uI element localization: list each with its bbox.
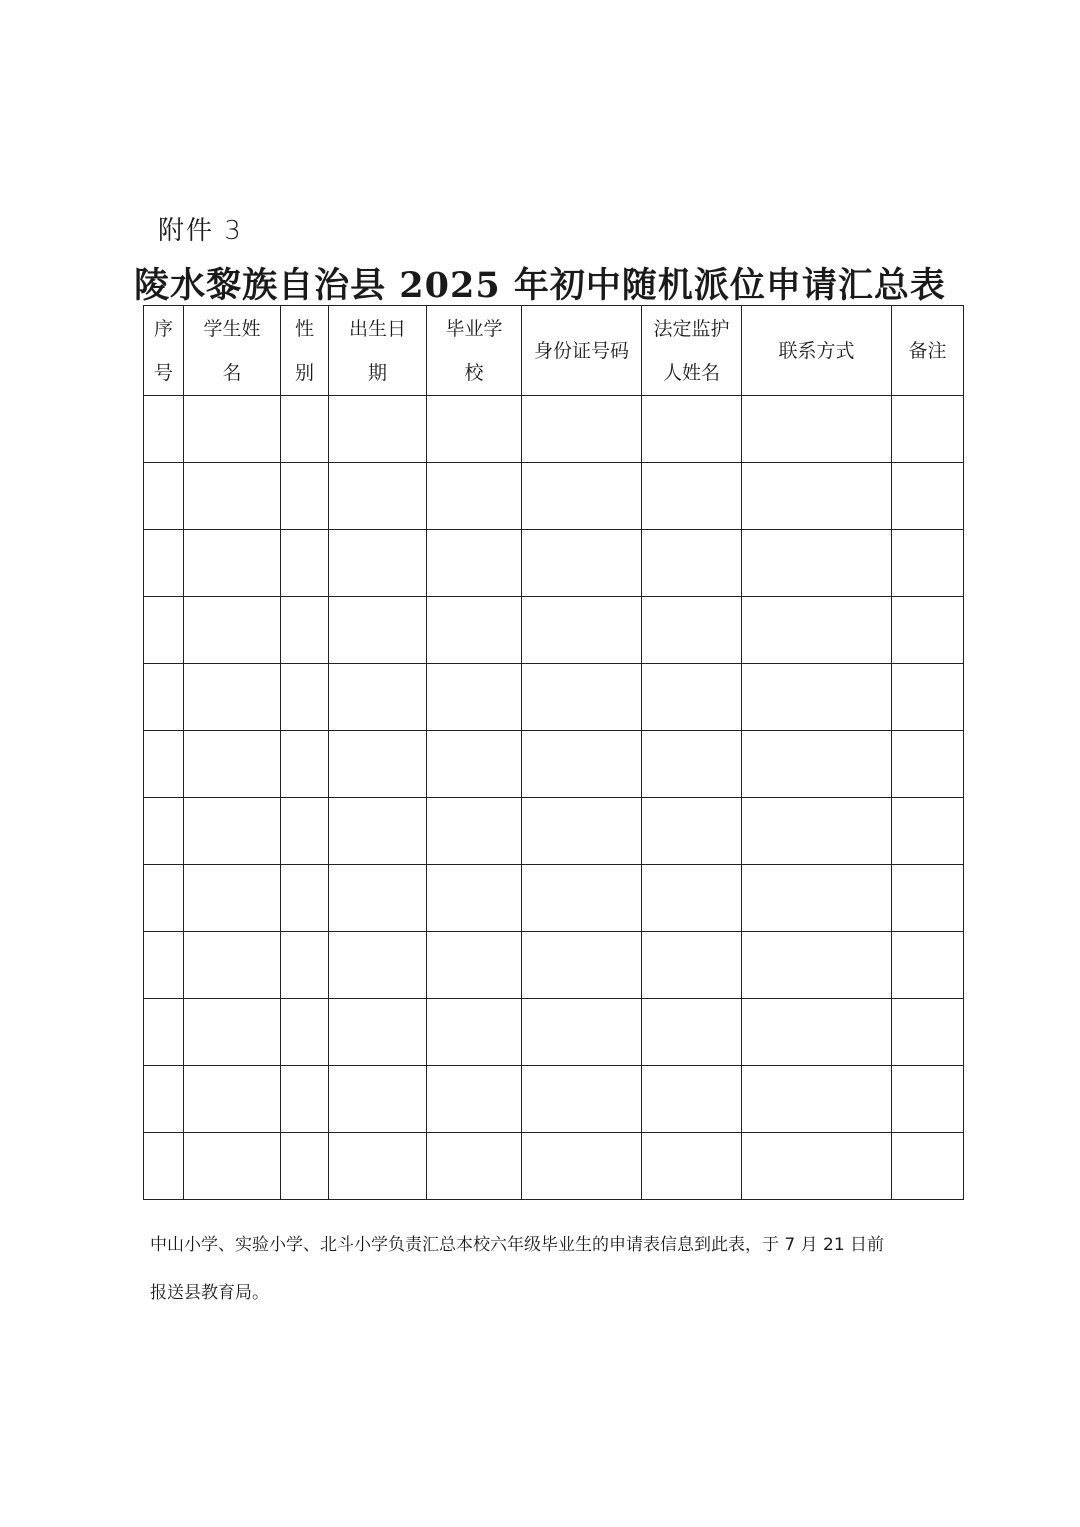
table-row xyxy=(144,396,964,463)
table-cell[interactable] xyxy=(742,1133,892,1200)
table-cell[interactable] xyxy=(329,798,427,865)
attachment-label: 附件 3 xyxy=(158,216,243,246)
header-birth-date xyxy=(329,306,427,396)
table-cell[interactable] xyxy=(642,1066,742,1133)
table-cell[interactable] xyxy=(281,1066,329,1133)
table-cell[interactable] xyxy=(184,597,281,664)
table-row xyxy=(144,664,964,731)
header-line: 联系方式 xyxy=(778,339,855,362)
table-cell[interactable] xyxy=(742,463,892,530)
table-cell[interactable] xyxy=(144,1066,184,1133)
table-cell[interactable] xyxy=(144,999,184,1066)
table-cell[interactable] xyxy=(184,865,281,932)
table-cell[interactable] xyxy=(522,530,642,597)
table-cell[interactable] xyxy=(522,664,642,731)
table-cell[interactable] xyxy=(281,865,329,932)
table-cell[interactable] xyxy=(642,731,742,798)
table-cell[interactable] xyxy=(892,932,964,999)
header-line: 号 xyxy=(153,361,173,384)
table-header-row xyxy=(144,306,964,396)
table-row xyxy=(144,1133,964,1200)
table-cell[interactable] xyxy=(742,396,892,463)
table-row xyxy=(144,932,964,999)
table-cell[interactable] xyxy=(184,932,281,999)
table-cell[interactable] xyxy=(329,530,427,597)
table-cell[interactable] xyxy=(184,1066,281,1133)
table-cell[interactable] xyxy=(329,396,427,463)
table-cell[interactable] xyxy=(642,798,742,865)
table-cell[interactable] xyxy=(144,1133,184,1200)
table-cell[interactable] xyxy=(642,999,742,1066)
header-line: 期 xyxy=(367,361,387,384)
table-cell[interactable] xyxy=(329,731,427,798)
table-row xyxy=(144,463,964,530)
header-line: 别 xyxy=(294,361,314,384)
table-cell[interactable] xyxy=(892,530,964,597)
table-cell[interactable] xyxy=(742,932,892,999)
table-cell[interactable] xyxy=(184,530,281,597)
table-cell[interactable] xyxy=(742,798,892,865)
table-cell[interactable] xyxy=(742,999,892,1066)
table-cell[interactable] xyxy=(144,396,184,463)
table-cell[interactable] xyxy=(892,1066,964,1133)
table-cell[interactable] xyxy=(642,597,742,664)
table-cell[interactable] xyxy=(329,664,427,731)
table-cell[interactable] xyxy=(281,999,329,1066)
table-cell[interactable] xyxy=(281,798,329,865)
table-cell[interactable] xyxy=(427,999,522,1066)
table-row xyxy=(144,798,964,865)
table-cell[interactable] xyxy=(642,932,742,999)
table-cell[interactable] xyxy=(427,597,522,664)
header-line: 毕业学 xyxy=(445,317,503,340)
table-cell[interactable] xyxy=(742,1066,892,1133)
table-cell[interactable] xyxy=(281,731,329,798)
table-row xyxy=(144,597,964,664)
table-cell[interactable] xyxy=(522,999,642,1066)
table-cell[interactable] xyxy=(742,664,892,731)
table-cell[interactable] xyxy=(144,664,184,731)
table-cell[interactable] xyxy=(427,664,522,731)
table-cell[interactable] xyxy=(642,664,742,731)
table-cell[interactable] xyxy=(144,597,184,664)
table-cell[interactable] xyxy=(522,731,642,798)
table-cell[interactable] xyxy=(742,597,892,664)
table-cell[interactable] xyxy=(184,664,281,731)
table-cell[interactable] xyxy=(184,1133,281,1200)
table-cell[interactable] xyxy=(427,932,522,999)
table-cell[interactable] xyxy=(642,396,742,463)
table-cell[interactable] xyxy=(184,396,281,463)
table-cell[interactable] xyxy=(892,396,964,463)
table-cell[interactable] xyxy=(281,1133,329,1200)
table-cell[interactable] xyxy=(892,664,964,731)
header-contact xyxy=(742,306,892,396)
table-cell[interactable] xyxy=(892,798,964,865)
table-row xyxy=(144,865,964,932)
header-line: 人姓名 xyxy=(662,361,720,384)
page-title: 陵水黎族自治县 2025 年初中随机派位申请汇总表 xyxy=(134,265,946,306)
header-remarks xyxy=(892,306,964,396)
table-row xyxy=(144,530,964,597)
header-student-name xyxy=(184,306,281,396)
table-cell[interactable] xyxy=(427,865,522,932)
table-cell[interactable] xyxy=(892,865,964,932)
table-cell[interactable] xyxy=(427,530,522,597)
table-cell[interactable] xyxy=(144,463,184,530)
table-cell[interactable] xyxy=(742,530,892,597)
table-cell[interactable] xyxy=(427,1133,522,1200)
footnote-line-1: 中山小学、实验小学、北斗小学负责汇总本校六年级毕业生的申请表信息到此表，于 7 月 21 日前 xyxy=(150,1235,885,1255)
table-cell[interactable] xyxy=(427,731,522,798)
table-cell[interactable] xyxy=(742,865,892,932)
table-cell[interactable] xyxy=(522,396,642,463)
table-cell[interactable] xyxy=(144,798,184,865)
header-line: 学生姓 xyxy=(203,317,261,340)
table-cell[interactable] xyxy=(427,1066,522,1133)
table-row xyxy=(144,1066,964,1133)
header-line: 法定监护 xyxy=(653,317,730,340)
table-cell[interactable] xyxy=(522,597,642,664)
header-line: 名 xyxy=(222,361,242,384)
header-serial xyxy=(144,306,184,396)
header-line: 序 xyxy=(153,317,173,340)
table-cell[interactable] xyxy=(642,530,742,597)
table-cell[interactable] xyxy=(427,463,522,530)
table-cell[interactable] xyxy=(522,1066,642,1133)
table-cell[interactable] xyxy=(281,664,329,731)
table-cell[interactable] xyxy=(427,396,522,463)
header-line: 备注 xyxy=(908,339,947,362)
table-cell[interactable] xyxy=(329,1133,427,1200)
header-guardian-name xyxy=(642,306,742,396)
table-cell[interactable] xyxy=(144,865,184,932)
table-cell[interactable] xyxy=(329,865,427,932)
header-line: 身份证号码 xyxy=(533,339,629,362)
table-cell[interactable] xyxy=(281,396,329,463)
header-id-number xyxy=(522,306,642,396)
table-cell[interactable] xyxy=(144,932,184,999)
table-cell[interactable] xyxy=(329,463,427,530)
table-cell[interactable] xyxy=(184,798,281,865)
table-cell[interactable] xyxy=(892,731,964,798)
table-cell[interactable] xyxy=(742,731,892,798)
header-graduation-school xyxy=(427,306,522,396)
table-body xyxy=(144,396,964,1200)
table-cell[interactable] xyxy=(522,463,642,530)
table-cell[interactable] xyxy=(184,999,281,1066)
table-cell[interactable] xyxy=(522,932,642,999)
application-summary-table xyxy=(143,305,964,1200)
table-cell[interactable] xyxy=(329,597,427,664)
table-cell[interactable] xyxy=(329,932,427,999)
table-cell[interactable] xyxy=(642,463,742,530)
table-cell[interactable] xyxy=(184,731,281,798)
table-cell[interactable] xyxy=(642,1133,742,1200)
table-cell[interactable] xyxy=(281,932,329,999)
table-cell[interactable] xyxy=(892,999,964,1066)
header-line: 校 xyxy=(464,361,484,384)
table-cell[interactable] xyxy=(329,1066,427,1133)
table-cell[interactable] xyxy=(892,463,964,530)
table-cell[interactable] xyxy=(144,530,184,597)
table-cell[interactable] xyxy=(281,530,329,597)
table-cell[interactable] xyxy=(522,1133,642,1200)
table-cell[interactable] xyxy=(892,1133,964,1200)
table-cell[interactable] xyxy=(281,597,329,664)
table-cell[interactable] xyxy=(642,865,742,932)
header-line: 性 xyxy=(294,317,314,340)
header-line: 出生日 xyxy=(348,317,406,340)
table-cell[interactable] xyxy=(144,731,184,798)
footnote-line-2: 报送县教育局。 xyxy=(150,1283,269,1303)
table-row xyxy=(144,999,964,1066)
table-cell[interactable] xyxy=(427,798,522,865)
table-cell[interactable] xyxy=(329,999,427,1066)
header-gender xyxy=(281,306,329,396)
table-row xyxy=(144,731,964,798)
table-cell[interactable] xyxy=(892,597,964,664)
table-cell[interactable] xyxy=(522,865,642,932)
table-cell[interactable] xyxy=(184,463,281,530)
table-cell[interactable] xyxy=(522,798,642,865)
table-cell[interactable] xyxy=(281,463,329,530)
